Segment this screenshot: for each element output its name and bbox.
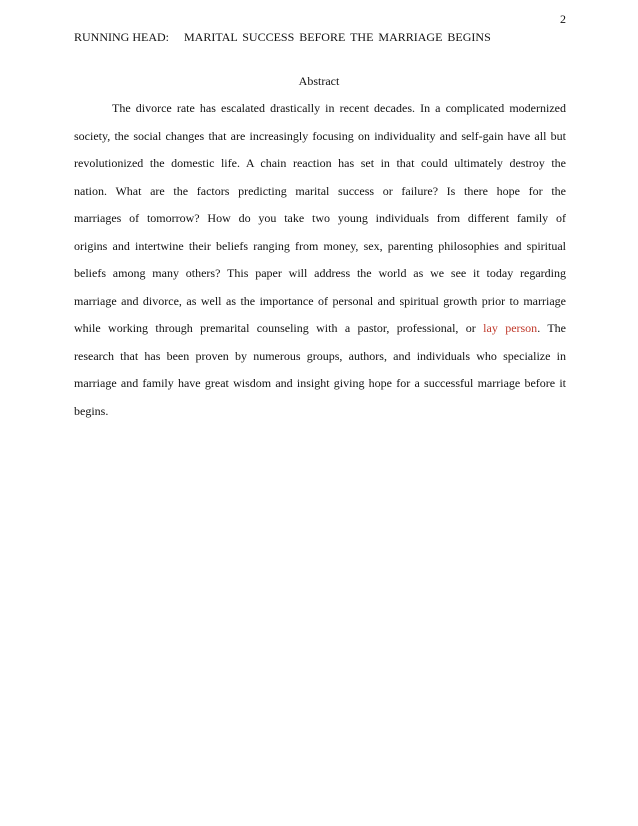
- abstract-line: beliefs among many others? This paper will address the world as we see it today regarding: [74, 266, 566, 281]
- abstract-heading: Abstract: [298, 74, 340, 88]
- abstract-line: society, the social changes that are increasingly focusing on individuality and self-gain have all but: [74, 128, 566, 143]
- abstract-line: begins.: [74, 404, 109, 419]
- page-number: 2: [560, 12, 566, 26]
- abstract-line: revolutionized the domestic life. A chain reaction has set in that could ultimately destroy the: [74, 156, 566, 171]
- abstract-line: marriage and divorce, as well as the importance of personal and spiritual growth prior to marriage: [74, 293, 566, 308]
- running-head: [74, 30, 491, 44]
- running-head-label: RUNNING HEAD:: [74, 30, 169, 44]
- abstract-line: research that has been proven by numerous groups, authors, and individuals who specialize in: [74, 348, 566, 363]
- abstract-line: [74, 321, 566, 349]
- abstract-line-text: while working through premarital counseling with a pastor, professional, or: [74, 321, 476, 336]
- abstract-line-text: . The: [537, 321, 566, 336]
- abstract-line: origins and intertwine their beliefs ranging from money, sex, parenting philosophies and spiritual: [74, 238, 566, 253]
- highlighted-term: lay person: [483, 321, 538, 336]
- running-head-title: MARITAL SUCCESS BEFORE THE MARRIAGE BEGINS: [184, 30, 491, 44]
- abstract-line: marriages of tomorrow? How do you take two young individuals from different family of: [74, 211, 566, 226]
- abstract-line: nation. What are the factors predicting marital success or failure? Is there hope for the: [74, 183, 566, 198]
- abstract-body: [74, 101, 566, 432]
- abstract-line: The divorce rate has escalated drastically in recent decades. In a complicated modernized: [112, 101, 566, 115]
- abstract-line: marriage and family have great wisdom and insight giving hope for a successful marriage before it: [74, 376, 566, 391]
